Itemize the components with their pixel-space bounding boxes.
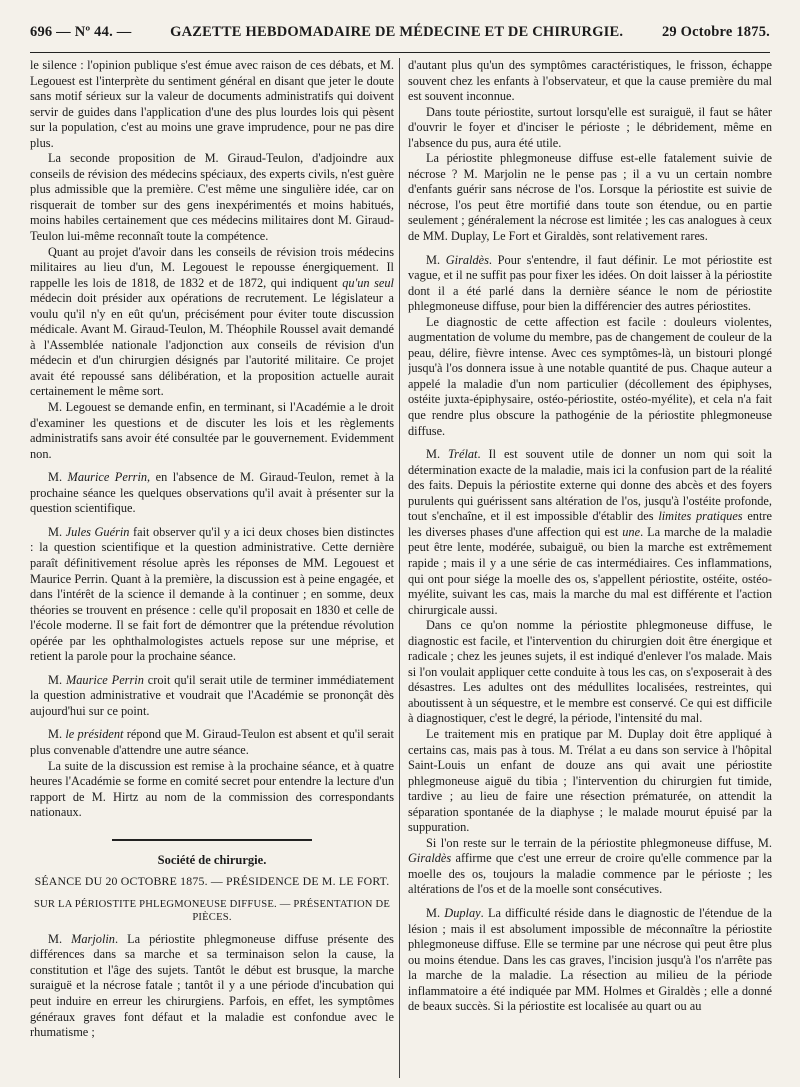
paragraph: Dans toute périostite, surtout lorsqu'elle est suraiguë, il faut se hâter d'ouvrir le foyer et d'inciser le périoste ; le débridement, même en l'absence du pus, aura été utile. [408,104,772,150]
paragraph: d'autant plus qu'un des symptômes caractéristiques, le frisson, échappe souvent chez les enfants à l'observateur, et que la cause première du mal est souvent inconnue. [408,58,772,104]
paragraph: Le diagnostic de cette affection est facile : douleurs violentes, augmentation de volume du membre, pas de changement de couleur de la peau, délire, fièvre intense. Avec ces symptômes-là, un bistouri plongé jusqu'à l'os donnera issue à une notable quantité de pus. Chaque auteur a appelé la maladie d'un nom particulier (décollement des épiphyses, ostéite juxta-épiphysaire, ostéo-périostite, ostéo-myélite), et cela n'a fait que rendre plus obscure la pathogénie de la périostite phlegmoneuse diffuse. [408,314,772,438]
right-column [408,58,772,1078]
paragraph: M. le président répond que M. Giraud-Teulon est absent et qu'il serait plus convenable d'attendre une autre séance. [30,727,394,757]
paragraph: M. Maurice Perrin croit qu'il serait utile de terminer immédiatement la question administrative et voudrait que l'Académie se prononçât dès aujourd'hui sur ce point. [30,672,394,718]
column-divider [399,58,400,1078]
page-number: 696 — Nº 44. — [30,24,132,40]
paragraph: M. Trélat. Il est souvent utile de donner un nom qui soit la détermination exacte de la maladie, mais ici la confusion part de la réalité des faits. Depuis la périostite externe qui donne des abcès et des foyers purulents qui guérissent sans altération de l'os, jusqu'à l'ostéite profonde, tout s'enchaîne, et il est impossible d'établir des limites pratiques entre les diverses phases d'une affection qui est une. La marche de la maladie peut être lente, modérée, subaiguë, ou bien la marche est extrêmement rapide ; mais il y a une série de cas intermédiaires. Ces inflammations, qui ont pour siége la moelle des os, s'appellent périostite, ostéite, ostéo-myélite, suivant les cas, mais la marche du mal est différente et l'action chirurgicale aussi. [408,447,772,617]
paragraph: M. Giraldès. Pour s'entendre, il faut définir. Le mot périostite est vague, et il ne suffit pas pour fixer les idées. On doit laisser à la périostite dont il a été parlé dans la dernière séance le nom de périostite phlegmoneuse diffuse, pour bien la différencier des autres périostites. [408,252,772,314]
paragraph: M. Maurice Perrin, en l'absence de M. Giraud-Teulon, remet à la prochaine séance les quelques observations qu'il avait à présenter sur la question scientifique. [30,470,394,516]
paragraph: le silence : l'opinion publique s'est émue avec raison de ces débats, et M. Legouest est l'interprète du sentiment général en disant que jeter le doute sans motif sérieux sur la valeur de documents administratifs qui doivent servir de guides dans l'application d'une des plus lourdes lois qui pèsent sur la population, c'est au moins une grave imprudence, pour ne pas dire plus. [30,58,394,150]
paragraph: Si l'on reste sur le terrain de la périostite phlegmoneuse diffuse, M. Giraldès affirme que c'est une erreur de croire qu'elle commence par la moelle des os, toujours la maladie commence par le périoste ; les altérations de l'os et de la moelle sont consécutives. [408,835,772,897]
paragraph: La seconde proposition de M. Giraud-Teulon, d'adjoindre aux conseils de révision des médecins spéciaux, des experts civils, n'est guère plus admissible que la première. C'est même une singulière idée, car on risquerait de tomber sur des gens inexpérimentés et moins habitués, moins habiles certainement que ces médecins militaires dont M. Giraud-Teulon lui-même reconnaît toute la compétence. [30,151,394,244]
header-rule [30,52,770,53]
left-column [30,58,394,1078]
paragraph: Le traitement mis en pratique par M. Duplay doit être appliqué à certains cas, mais pas à tous. M. Trélat a eu dans son service à l'hôpital Saint-Louis un enfant de douze ans qui avait une périostite phlegmoneuse aiguë du tibia ; l'intervention du chirurgien fut timide, tardive ; au lieu de faire une résection prématurée, on attendit la séparation spontanée de la diaphyse ; le malade mourut épuisé par la suppuration. [408,726,772,835]
paragraph: La suite de la discussion est remise à la prochaine séance, et à quatre heures l'Académie se forme en comité secret pour entendre la lecture d'un rapport de M. Hirtz au nom de la commission des correspondants nationaux. [30,758,394,820]
paragraph: Quant au projet d'avoir dans les conseils de révision trois médecins militaires au lieu d'un, M. Legouest le repousse énergiquement. Il rappelle les lois de 1818, de 1832 et de 1872, qui indiquent qu'un seul médecin doit présider aux opérations de recrutement. Le législateur a voulu qu'il n'y en eût qu'un, précisément pour éviter toute discussion médicale. Avant M. Giraud-Teulon, M. Théophile Roussel avait demandé à l'Assemblée nationale l'adjonction aux conseils de révision d'un médecin et d'un chirurgien désignés par l'autorité militaire. Ce projet avait été repoussé sans délibération, et la proposition actuelle aurait certainement le même sort. [30,244,394,399]
paragraph: La périostite phlegmoneuse diffuse est-elle fatalement suivie de nécrose ? M. Marjolin ne le pense pas ; il a vu un certain nombre d'enfants guérir sans nécrose de l'os. Lorsque la périostite est suivie de nécrose, l'os peut être mortifié dans toute son étendue, ou en partie seulement ; généralement la nécrose est limitée ; les cas analogues à ceux de MM. Duplay, Le Fort et Giraldès, sont relativement rares. [408,151,772,244]
paragraph: M. Jules Guérin fait observer qu'il y a ici deux choses bien distinctes : la question scientifique et la question administrative. Cette dernière paraît définitivement résolue après les réponses de MM. Legouest et Maurice Perrin. Quant à la première, la discussion est à peine engagée, et dans l'intérêt de la science il demande à la continuer ; en somme, deux théories se trouvent en présence : celle qu'il proposait en 1830 et celle de l'école moderne. Il se fait fort de démontrer que la prétendue révolution opérée par les ophthalmologistes actuels repose sur une méprise, et retient la parole pour la prochaine séance. [30,524,394,664]
section-separator [112,839,312,841]
paragraph: M. Legouest se demande enfin, en terminant, si l'Académie a le droit d'examiner les questions et de discuter les lois et les règlements administratifs sans avoir été consultée par le gouvernement. Evidemment non. [30,400,394,461]
section-title: Société de chirurgie. [157,852,267,867]
journal-title: GAZETTE HEBDOMADAIRE DE MÉDECINE ET DE CHIRURGIE. [170,24,624,40]
seance-line: SÉANCE DU 20 OCTOBRE 1875. — PRÉSIDENCE DE M. LE FORT. [34,874,390,889]
paragraph: Dans ce qu'on nomme la périostite phlegmoneuse diffuse, le diagnostic est facile, et l'intervention du chirurgien doit être énergique et radicale ; chez les jeunes sujets, il est indiqué d'enlever l'os malade. Mais si l'on voulait appliquer cette conduite à tous les cas, on s'exposerait à des désastres. Les adultes ont des médullites localisées, restreintes, qui aboutissent à un séquestre, et le membre est conservé. Ce qui est difficile à diagnostiquer, c'est le degré, la période, l'intensité du mal. [408,618,772,726]
subject-line: SUR LA PÉRIOSTITE PHLEGMONEUSE DIFFUSE. — PRÉSENTATION DE PIÈCES. [33,898,391,923]
paragraph: M. Marjolin. La périostite phlegmoneuse diffuse présente des différences dans sa marche et sa terminaison selon la cause, la constitution et l'âge des sujets. Tantôt le début est brusque, la marche suraiguë et la nécrose fatale ; tantôt il y a une période d'incubation qui peut induire en erreur les chirurgiens. Parfois, en effet, les symptômes généraux graves font défaut et la maladie est confondue avec le rhumatisme ; [30,931,394,1040]
issue-date: 29 Octobre 1875. [661,24,770,40]
page-header [30,24,770,48]
paragraph: M. Duplay. La difficulté réside dans le diagnostic de l'étendue de la lésion ; mais il est absolument impossible de méconnaître la périostite phlegmoneuse diffuse. Elle se termine par une nécrose qui peut être plus ou moins étendue. Dans les cas graves, l'incision jusqu'à l'os n'arrête pas la marche de la maladie. La résection au milieu de la période inflammatoire a été indiquée par MM. Holmes et Giraldès ; elle a donné de beaux succès. Si la périostite est localisée au quart ou au [408,905,772,1014]
